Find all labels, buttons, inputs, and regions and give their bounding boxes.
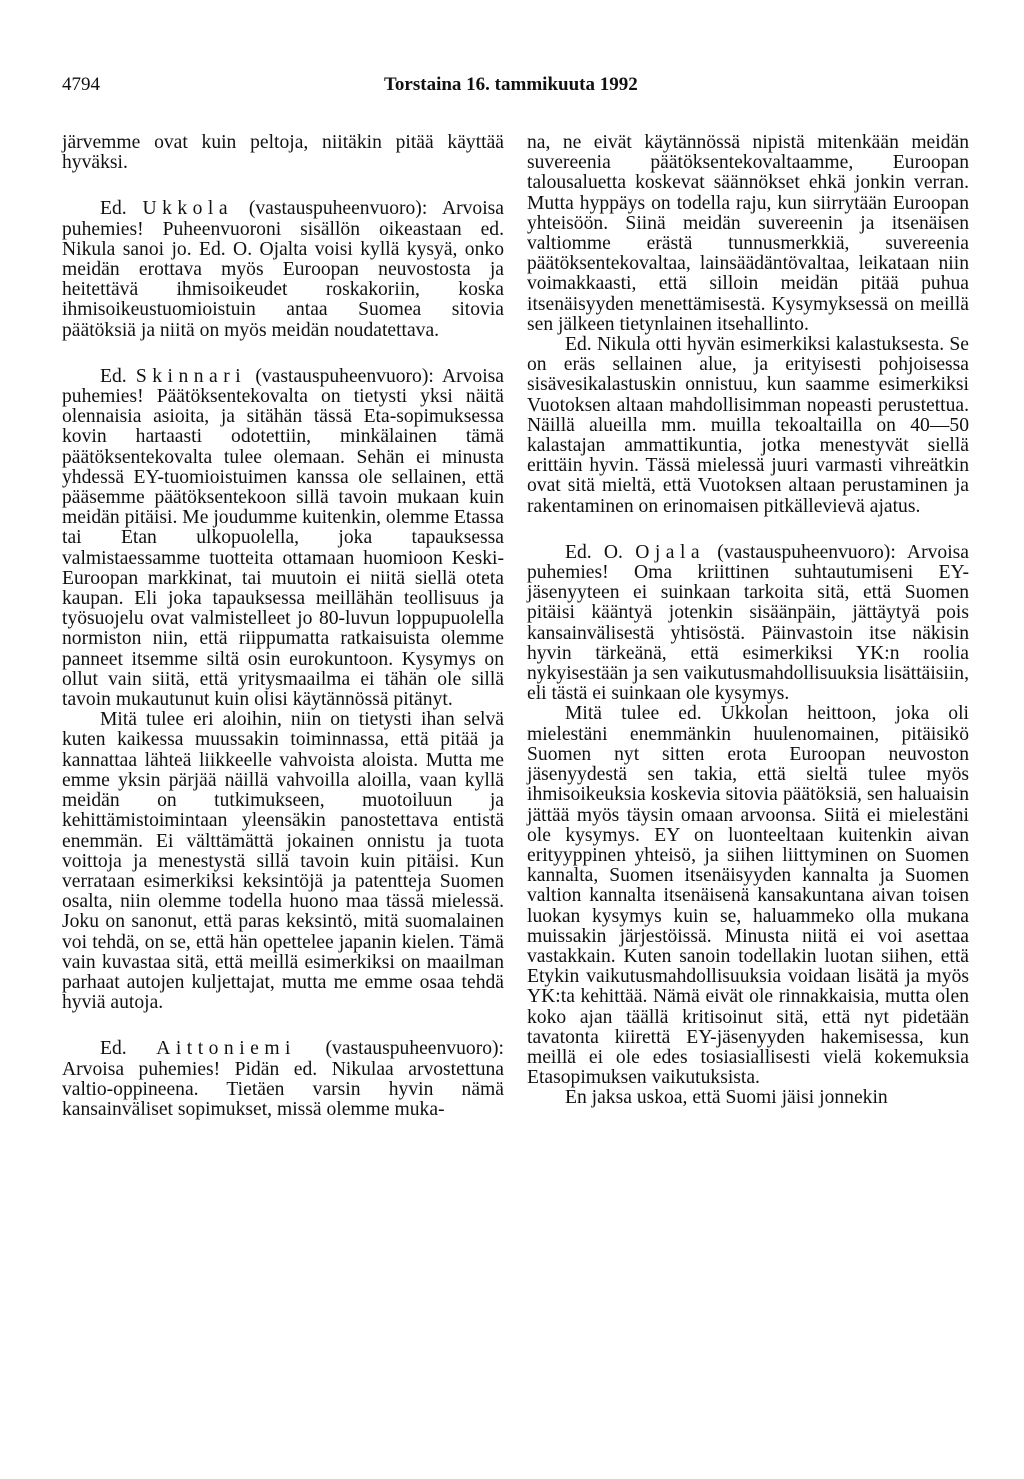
speaker-prefix: Ed. — [100, 1038, 127, 1060]
speech-text: Arvoisa puhemies! Päätöksentekovalta on tietysti yksi näitä olennaisia asioita, ja sitähän tässä Eta-sopimuksessa kovin hartaasti odotettiin, minkälainen tämä päätöksentekovalta tulee olemaan. Sehän ei minusta yhdessä EY-tuomioistuimen kanssa ole sellainen, että pääsemme päätöksentekoon sillä tavoin mukaan kuin meidän pitäisi. Me joudumme kuitenkin, olemme Etassa tai Etan ulkopuolella, joka tapauksessa valmistaessamme tuotteita ottamaan huomioon Keski-Euroopan markkinat, tai muutoin ei niitä siellä oteta kaupan. Eli joka tapauksessa meillähän teollisuus ja työsuojelu ovat valmistelleet jo 80-luvun loppupuolella normiston niin, että riippumatta ratkaisuista olemme panneet itsemme siltä osin eurokuntoon. Kysymys on ollut vain siitä, että yritysmaailma ei tähän ole sillä tavoin mukautunut kuin olisi käytännössä pitänyt. — [62, 365, 504, 711]
speaker-role: (vastauspuheenvuoro): — [255, 365, 434, 387]
paragraph: Mitä tulee ed. Ukkolan heittoon, joka oli mielestäni enemmänkin huulenomainen, pitäisikö Suomen nyt sitten erota Euroopan neuvoston jäsenyydestä sen takia, että sieltä tulee myös ihmisoikeuksia koskevia sitovia päätöksiä, sen haluaisin jättää myös täysin omaan arvoonsa. Siitä ei mielestäni ole kysymys. EY on luonteeltaan kuitenkin aivan erityyppinen yhteisö, ja siihen liittyminen on Suomen kannalta, Suomen itsenäisyyden kannalta ja Suomen valtion kannalta itsenäisenä kansakuntana aivan toisen luokan kysymys kuin se, haluammeko olla mukana muissakin järjestöissä. Minusta niitä ei voi asettaa vastakkain. Kuten sanoin todellakin luotan siihen, että Etykin vaikutusmahdollisuuksia voidaan lisätä ja myös YK:ta kehittää. Nämä eivät ole rinnakkaisia, mutta olen koko ajan täällä kritisoinut sitä, että nyt pidetään tavatonta kiirettä EY-jäsenyyden hakemisessa, kun meillä ei ole edes tosiasiallisesti vielä kokemuksia Etasopimuksen vaikutuksista. — [527, 703, 969, 1089]
page-number: 4794 — [62, 74, 100, 95]
paragraph: na, ne eivät käytännössä nipistä mitenkään meidän suvereenia päätöksentekovaltaamme, Euroopan talousaluetta koskevat säännökset ehkä jonkin verran. Mutta hyppäys on todella raju, kun siirrytään Euroopan yhteisöön. Siinä meidän suvereenin ja itsenäisen valtiomme erästä tunnusmerkkiä, suvereenia päätöksentekovaltaa, lainsäädäntövaltaa, leikataan niin voimakkaasti, että silloin meidän pitää puhua itsenäisyyden menettämisestä. Kysymyksessä on meillä sen jälkeen tietynlainen itsehallinto. — [527, 132, 969, 335]
speaker-name: Ojala — [635, 541, 706, 563]
paragraph: Ed. Nikula otti hyvän esimerkiksi kalastuksesta. Se on eräs sellainen alue, ja erityisesti pohjoisessa sisävesikalastuskin onnistuu, kun saamme esimerkiksi Vuotoksen altaan mahdollisimman nopeasti perustettua. Näillä alueilla mm. muilla tekoaltailla on 40—50 kalastajan ammattikuntia, jotka menestyvät siellä erittäin hyvin. Tässä mielessä juuri varmasti vihreätkin ovat sitä mieltä, että Vuotoksen altaan perustaminen ja rakentaminen on erinomaisen pitkällevievä ajatus. — [527, 334, 969, 517]
speech-ukkola — [62, 199, 504, 340]
running-title: Torstaina 16. tammikuuta 1992 — [384, 74, 638, 95]
speaker-name: Skinnari — [135, 365, 247, 387]
right-column — [527, 133, 969, 1109]
page-header — [62, 74, 962, 100]
speech-text: Arvoisa puhemies! Puheenvuoroni sisällön oikeastaan ed. Nikula sanoi jo. Ed. O. Ojalta voisi kyllä kysyä, onko meidän erottava myös Euroopan neuvostosta ja heitettävä ihmisoikeudet roskakoriin, koska ihmisoikeustuomioistuin antaa Suomea sitovia päätöksiä ja niitä on myös meidän noudatettava. — [62, 198, 504, 341]
speaker-role: (vastauspuheenvuoro): — [248, 198, 428, 220]
left-column — [62, 133, 504, 1120]
speaker-role: (vastauspuheenvuoro): — [325, 1038, 504, 1060]
paragraph: järvemme ovat kuin peltoja, niitäkin pitää käyttää hyväksi. — [62, 132, 504, 174]
speech-text: Arvoisa puhemies! Pidän ed. Nikulaa arvostettuna valtio-oppineena. Tietäen varsin hyvin nämä kansainväliset sopimukset, missä olemme muka- — [62, 1058, 504, 1120]
speaker-prefix: Ed. — [100, 198, 127, 220]
paragraph: En jaksa uskoa, että Suomi jäisi jonnekin — [565, 1087, 888, 1109]
speaker-prefix: Ed. — [100, 365, 127, 387]
speech-ojala — [527, 543, 969, 705]
speaker-name: Aittoniemi — [156, 1038, 296, 1060]
speech-aittoniemi — [62, 1039, 504, 1120]
speaker-prefix: Ed. O. — [565, 541, 623, 563]
speaker-role: (vastauspuheenvuoro): — [717, 541, 896, 563]
speaker-name: Ukkola — [142, 198, 234, 220]
speech-text: Arvoisa puhemies! Oma kriittinen suhtautumiseni EY-jäsenyyteen ei suinkaan tarkoita sitä, että Suomen pitäisi kääntyä jotenkin sisäänpäin, jättäytyä pois kansainvälisestä yhtisöstä. Päinvastoin itse näkisin hyvin tärkeänä, että esimerkiksi YK:n roolia nykyisestään ja sen vaikutusmahdollisuuksia lisättäisiin, eli tästä ei suinkaan ole kysymys. — [527, 541, 969, 705]
speech-skinnari — [62, 367, 504, 710]
paragraph: Mitä tulee eri aloihin, niin on tietysti ihan selvä kuten kaikessa muussakin toiminnassa, että pitää ja kannattaa lähteä liikkeelle vahvoista aloista. Mutta me emme yksin pärjää näillä vahvoilla aloilla, vaan kyllä meidän on tutkimukseen, muotoiluun ja kehittämistoimintaan yleensäkin panostettava entistä enemmän. Ei välttämättä jokainen onnistu ja tuota voittoja ja menestystä sillä tavoin kuin pitäisi. Kun verrataan esimerkiksi keksintöjä ja patentteja Suomen osalta, niin olemme todella huono maa tässä mielessä. Joku on sanonut, että paras keksintö, mitä suomalainen voi tehdä, on se, että hän opettelee japanin kielen. Tämä vain kuvastaa sitä, että meillä esimerkiksi on maailman parhaat autojen kuljettajat, mutta me emme osaa tehdä hyviä autoja. — [62, 709, 504, 1014]
